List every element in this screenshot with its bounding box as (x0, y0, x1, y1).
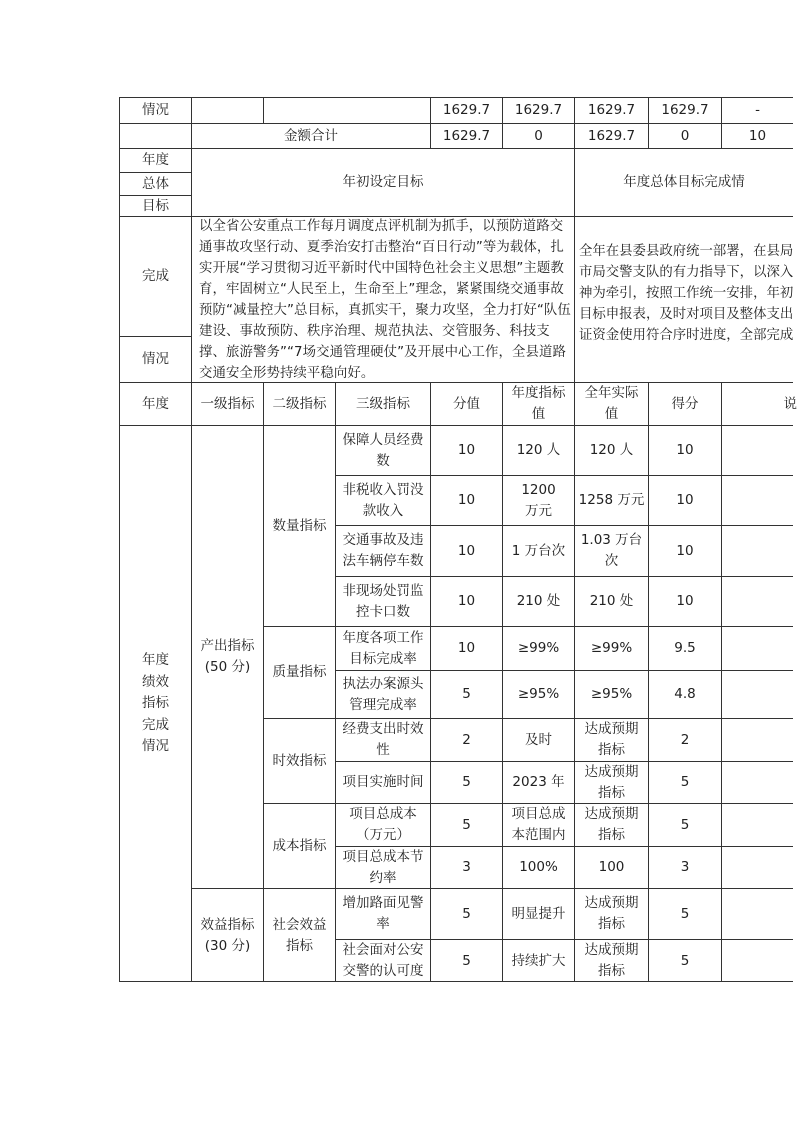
funds-total-value-1: 1629.7 (430, 123, 502, 148)
completion-line: 全年在县委县政府统一部署，在县局 (579, 244, 794, 259)
performance-year-label: 年度绩效指标完成情况 (119, 425, 191, 982)
funds-total-value-4: 0 (648, 123, 721, 148)
indicator-actual: 120 人 (574, 425, 648, 475)
funds-row-blank-1 (191, 97, 263, 123)
indicator-name: 项目总成本（万元） (335, 803, 430, 846)
goals-side-label-complete: 完成 (119, 216, 191, 336)
table-bottom-border (119, 981, 793, 982)
indicator-name: 年度各项工作目标完成率 (335, 626, 430, 670)
header-score: 分值 (430, 382, 502, 425)
indicator-note (721, 761, 793, 803)
goals-side-label-year: 年度 (119, 148, 191, 172)
goals-side-label-overall: 总体 (119, 172, 191, 195)
initial-goal-text: 以全省公安重点工作每月调度点评机制为抓手，以预防道路交通事故攻坚行动、夏季治安打击整治“百日行动”等为载体，扎实开展“学习贯彻习近平新时代中国特色社会主义思想”主题教育，牢固树立“人民至上，生命至上”理念，紧紧围绕交通事故预防“减量控大”总目标，真抓实干，聚力攻坚，全力打好“队伍建设、事故预防、秩序治理、规范执法、交管服务、科技支撑、旅游警务”“7场交通管理硬仗”及开展中心工作，全县道路交通安全形势持续平稳向好。 (191, 216, 574, 382)
header-level2: 二级指标 (263, 382, 335, 425)
funds-row-value-3: 1629.7 (574, 97, 648, 123)
indicator-score: 5 (430, 803, 502, 846)
indicator-earned: 5 (648, 761, 721, 803)
indicator-score: 5 (430, 888, 502, 939)
header-target: 年度指标值 (502, 382, 574, 425)
indicator-score: 5 (430, 670, 502, 718)
funds-total-value-3: 1629.7 (574, 123, 648, 148)
indicator-score: 3 (430, 846, 502, 888)
indicator-note (721, 718, 793, 761)
indicator-target: 100% (502, 846, 574, 888)
indicator-score: 10 (430, 475, 502, 525)
funds-row-blank-2 (263, 97, 430, 123)
quantity-indicator-label: 数量指标 (263, 425, 335, 626)
indicator-earned: 5 (648, 939, 721, 982)
indicator-note (721, 846, 793, 888)
initial-goal-header: 年初设定目标 (191, 148, 574, 216)
indicator-earned: 5 (648, 888, 721, 939)
funds-row-value-2: 1629.7 (502, 97, 574, 123)
funds-total-value-2: 0 (502, 123, 574, 148)
funds-row-value-1: 1629.7 (430, 97, 502, 123)
indicator-score: 10 (430, 626, 502, 670)
indicator-name: 增加路面见警率 (335, 888, 430, 939)
social-benefit-indicator-label: 社会效益指标 (263, 888, 335, 982)
quality-indicator-label: 质量指标 (263, 626, 335, 718)
header-note: 说 (721, 382, 793, 425)
indicator-note (721, 475, 793, 525)
indicator-note (721, 803, 793, 846)
indicator-earned: 2 (648, 718, 721, 761)
indicator-score: 5 (430, 939, 502, 982)
indicator-actual: ≥95% (574, 670, 648, 718)
indicator-target: 明显提升 (502, 888, 574, 939)
indicator-name: 项目总成本节约率 (335, 846, 430, 888)
indicator-target: 1 万台次 (502, 525, 574, 576)
indicator-actual: 达成预期指标 (574, 761, 648, 803)
benefit-indicator-label: 效益指标 (30 分) (191, 888, 263, 982)
funds-total-blank (119, 123, 191, 148)
indicator-name: 交通事故及违法车辆停车数 (335, 525, 430, 576)
indicator-note (721, 425, 793, 475)
indicator-score: 10 (430, 576, 502, 626)
indicator-target: 项目总成本范围内 (502, 803, 574, 846)
completion-line: 市局交警支队的有力指导下，以深入 (579, 265, 794, 280)
indicator-score: 5 (430, 761, 502, 803)
indicator-note (721, 888, 793, 939)
indicator-earned: 9.5 (648, 626, 721, 670)
indicator-note (721, 626, 793, 670)
output-indicator-label: 产出指标 (50 分) (191, 425, 263, 888)
indicator-note (721, 939, 793, 982)
funds-total-value-5: 10 (721, 123, 793, 148)
indicator-target: 1200 万元 (502, 475, 574, 525)
indicator-earned: 4.8 (648, 670, 721, 718)
indicator-note (721, 525, 793, 576)
indicator-name: 社会面对公安交警的认可度 (335, 939, 430, 982)
indicator-score: 10 (430, 525, 502, 576)
indicator-actual: 210 处 (574, 576, 648, 626)
indicator-earned: 3 (648, 846, 721, 888)
indicator-earned: 10 (648, 525, 721, 576)
indicator-target: ≥99% (502, 626, 574, 670)
funds-row-value-4: 1629.7 (648, 97, 721, 123)
funds-row-value-5: - (721, 97, 793, 123)
indicator-actual: 达成预期指标 (574, 803, 648, 846)
indicator-earned: 5 (648, 803, 721, 846)
indicator-actual: 达成预期指标 (574, 718, 648, 761)
indicator-actual: 100 (574, 846, 648, 888)
indicator-name: 非税收入罚没款收入 (335, 475, 430, 525)
completion-line: 神为牵引，按照工作统一安排，年初 (579, 286, 794, 301)
header-level1: 一级指标 (191, 382, 263, 425)
completion-text (574, 216, 793, 382)
indicator-actual: ≥99% (574, 626, 648, 670)
indicator-name: 执法办案源头管理完成率 (335, 670, 430, 718)
completion-line: 证资金使用符合序时进度，全部完成 (579, 328, 794, 343)
goals-side-label-status: 情况 (119, 336, 191, 382)
indicator-earned: 10 (648, 425, 721, 475)
indicator-name: 保障人员经费数 (335, 425, 430, 475)
indicator-target: 210 处 (502, 576, 574, 626)
indicator-target: ≥95% (502, 670, 574, 718)
indicator-earned: 10 (648, 576, 721, 626)
indicator-name: 项目实施时间 (335, 761, 430, 803)
timeliness-indicator-label: 时效指标 (263, 718, 335, 803)
indicator-actual: 1258 万元 (574, 475, 648, 525)
funds-row-label: 情况 (119, 97, 191, 123)
indicator-note (721, 576, 793, 626)
indicator-score: 2 (430, 718, 502, 761)
header-level3: 三级指标 (335, 382, 430, 425)
header-year: 年度 (119, 382, 191, 425)
indicator-target: 2023 年 (502, 761, 574, 803)
goals-side-label-target: 目标 (119, 195, 191, 216)
indicator-actual: 达成预期指标 (574, 939, 648, 982)
indicator-target: 持续扩大 (502, 939, 574, 982)
indicator-actual: 1.03 万台次 (574, 525, 648, 576)
indicator-target: 120 人 (502, 425, 574, 475)
header-actual: 全年实际值 (574, 382, 648, 425)
indicator-actual: 达成预期指标 (574, 888, 648, 939)
indicator-score: 10 (430, 425, 502, 475)
header-earned: 得分 (648, 382, 721, 425)
indicator-note (721, 670, 793, 718)
funds-total-label: 金额合计 (191, 123, 430, 148)
indicator-name: 经费支出时效性 (335, 718, 430, 761)
completion-line: 目标申报表，及时对项目及整体支出 (579, 307, 794, 322)
indicator-name: 非现场处罚监控卡口数 (335, 576, 430, 626)
indicator-earned: 10 (648, 475, 721, 525)
completion-header: 年度总体目标完成情 (574, 148, 793, 216)
indicator-target: 及时 (502, 718, 574, 761)
cost-indicator-label: 成本指标 (263, 803, 335, 888)
